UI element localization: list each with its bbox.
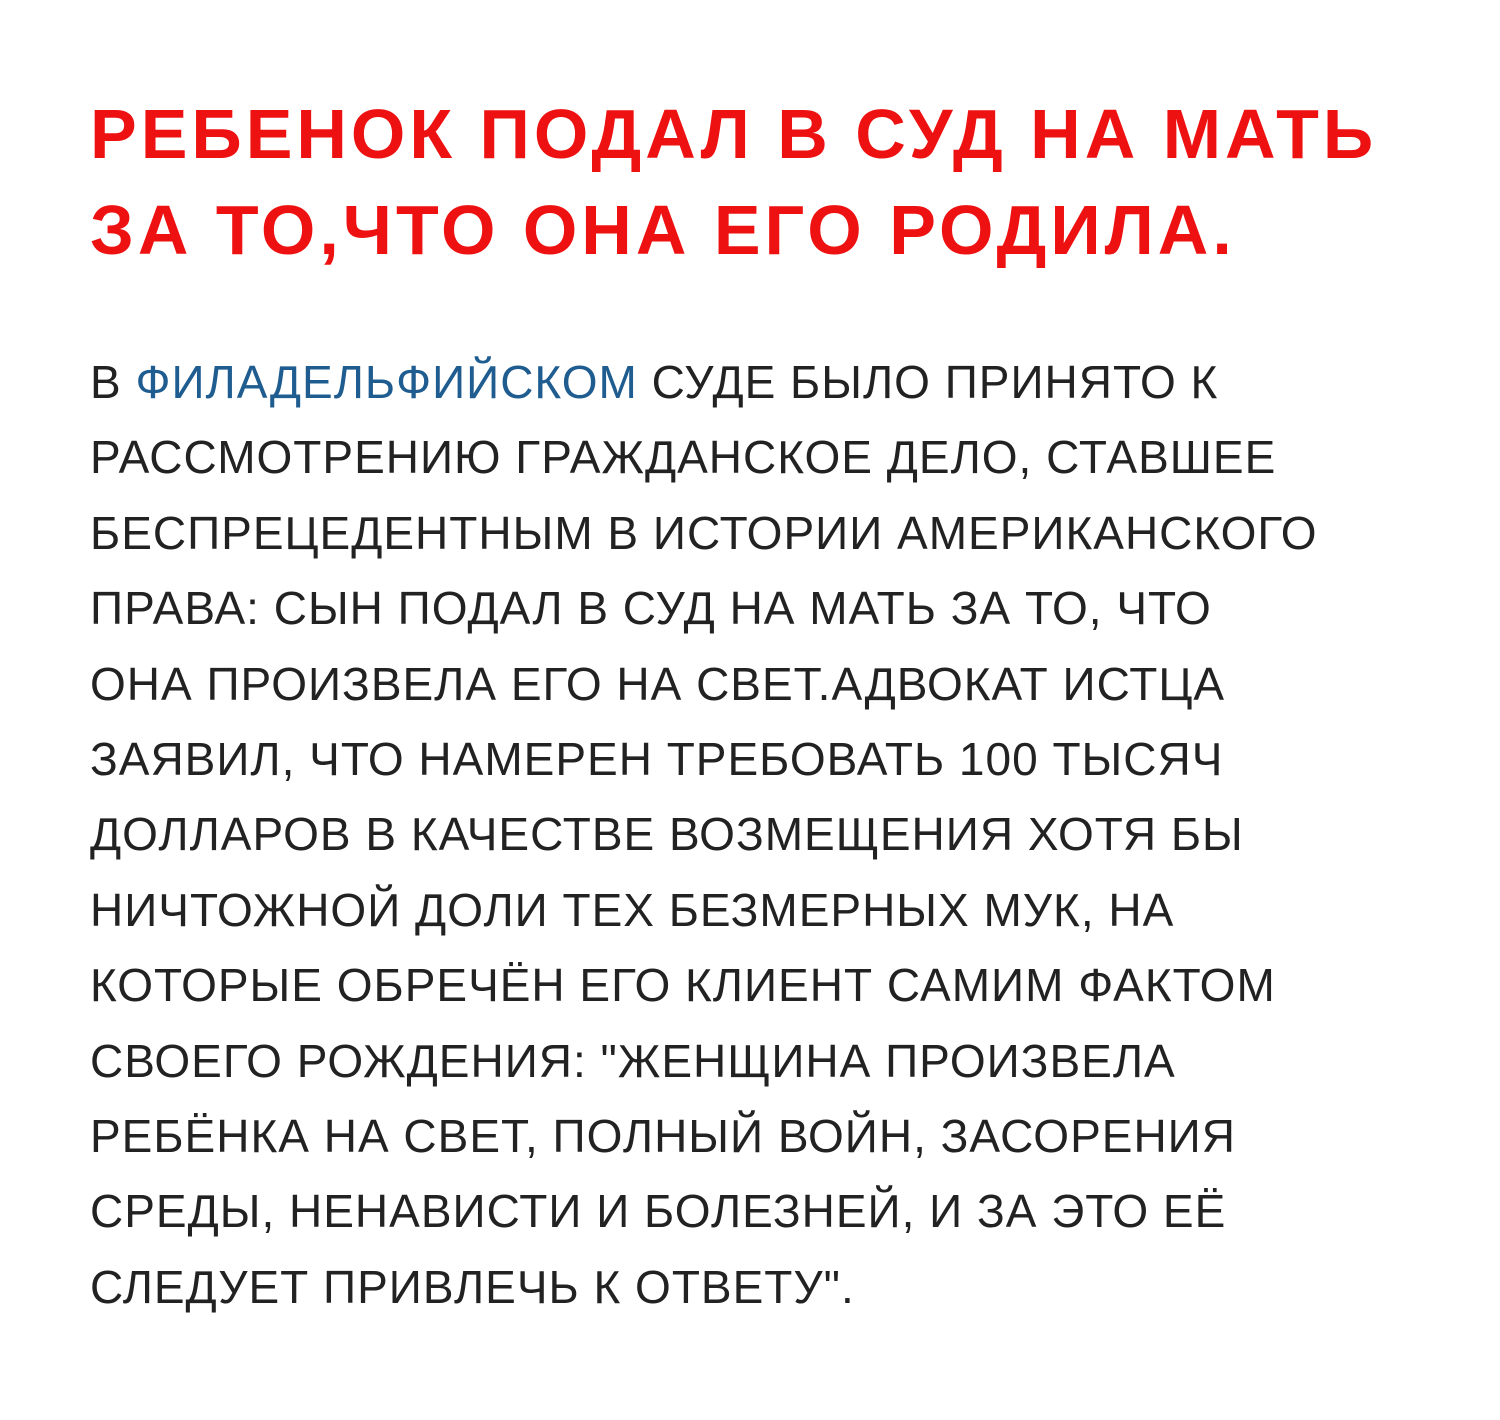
article-line: ОНА ПРОИЗВЕЛА ЕГО НА СВЕТ.АДВОКАТ ИСТЦА [90, 657, 1226, 710]
article-line: РАССМОТРЕНИЮ ГРАЖДАНСКОЕ ДЕЛО, СТАВШЕЕ [90, 431, 1277, 484]
article-line: БЕСПРЕЦЕДЕНТНЫМ В ИСТОРИИ АМЕРИКАНСКОГО [90, 506, 1318, 559]
article-line: СЛЕДУЕТ ПРИВЛЕЧЬ К ОТВЕТУ". [90, 1260, 855, 1313]
article-line: ЗАЯВИЛ, ЧТО НАМЕРЕН ТРЕБОВАТЬ 100 ТЫСЯЧ [90, 733, 1224, 786]
article-line: РЕБЁНКА НА СВЕТ, ПОЛНЫЙ ВОЙН, ЗАСОРЕНИЯ [90, 1110, 1236, 1163]
article-line: ПРАВА: СЫН ПОДАЛ В СУД НА МАТЬ ЗА ТО, ЧТО [90, 582, 1212, 635]
article-line: КОТОРЫЕ ОБРЕЧЁН ЕГО КЛИЕНТ САМИМ ФАКТОМ [90, 959, 1276, 1012]
article-line: СРЕДЫ, НЕНАВИСТИ И БОЛЕЗНЕЙ, И ЗА ЭТО ЕЁ [90, 1185, 1227, 1238]
article-text: В [90, 356, 136, 408]
headline-line: РЕБЕНОК ПОДАЛ В СУД НА МАТЬ [90, 95, 1378, 173]
headline-line: ЗА ТО,ЧТО ОНА ЕГО РОДИЛА. [90, 191, 1236, 269]
philadelphia-link[interactable]: ФИЛАДЕЛЬФИЙСКОМ [135, 356, 638, 408]
article-line [90, 345, 1460, 420]
article-line: СВОЕГО РОЖДЕНИЯ: "ЖЕНЩИНА ПРОИЗВЕЛА [90, 1034, 1176, 1087]
article-text: СУДЕ БЫЛО ПРИНЯТО К [637, 356, 1219, 408]
headline [90, 86, 1430, 278]
article-line: ДОЛЛАРОВ В КАЧЕСТВЕ ВОЗМЕЩЕНИЯ ХОТЯ БЫ [90, 808, 1244, 861]
article-body [90, 345, 1460, 1325]
article-line: НИЧТОЖНОЙ ДОЛИ ТЕХ БЕЗМЕРНЫХ МУК, НА [90, 883, 1175, 936]
